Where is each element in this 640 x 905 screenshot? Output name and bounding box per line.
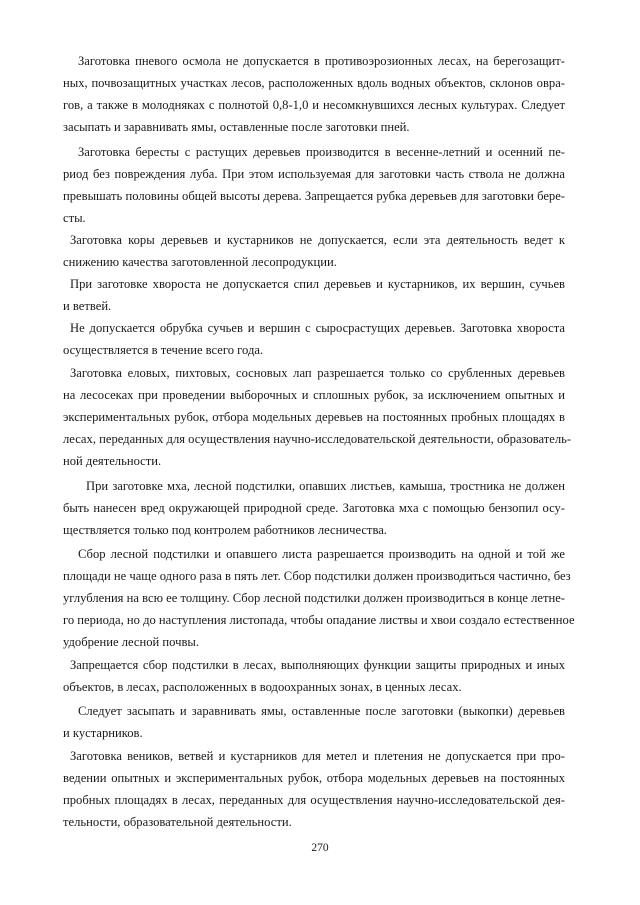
paragraph-3-line-1: Заготовка коры деревьев и кустарников не допускается, если эта деятельность ведет к	[70, 233, 565, 247]
paragraph-10-line-2: и кустарников.	[63, 726, 143, 740]
paragraph-9-line-1: Запрещается сбор подстилки в лесах, выполняющих функции защиты природных и иных	[70, 658, 565, 672]
paragraph-11-line-4: тельности, образовательной деятельности.	[63, 815, 292, 829]
paragraph-8-line-1: Сбор лесной подстилки и опавшего листа разрешается производить на одной и той же	[78, 547, 565, 561]
paragraph-3-line-2: снижению качества заготовленной лесопродукции.	[63, 255, 337, 269]
paragraph-4-line-1: При заготовке хвороста не допускается спил деревьев и кустарников, их вершин, сучьев	[70, 277, 565, 291]
paragraph-2-line-4: сты.	[63, 211, 86, 225]
paragraph-5-line-2: осуществляется в течение всего года.	[63, 343, 264, 357]
paragraph-11-line-3: пробных площадях в лесах, переданных для осуществления научно-исследовательской дея-	[63, 793, 565, 807]
paragraph-8-line-3: углубления на всю ее толщину. Сбор лесной подстилки должен производиться в конце летне-	[63, 591, 565, 605]
paragraph-2-line-1: Заготовка бересты с растущих деревьев производится в весенне-летний и осенний пе-	[78, 145, 565, 159]
paragraph-7-line-2: быть нанесен вред окружающей природной среде. Заготовка мха с помощью бензопил осу-	[63, 501, 565, 515]
paragraph-1-line-1: Заготовка пневого осмола не допускается в противоэрозионных лесах, на берегозащит-	[78, 54, 565, 68]
paragraph-8-line-4: го периода, но до наступления листопада, чтобы опадание листвы и хвои создало естественное	[63, 613, 575, 627]
paragraph-1-line-2: ных, почвозащитных участках лесов, расположенных вдоль водных объектов, склонов овра-	[63, 76, 565, 90]
paragraph-6-line-1: Заготовка еловых, пихтовых, сосновых лап разрешается только со срубленных деревьев	[70, 366, 565, 380]
page-number: 270	[311, 842, 329, 854]
paragraph-11-line-1: Заготовка веников, ветвей и кустарников для метел и плетения не допускается при про-	[70, 749, 565, 763]
paragraph-2-line-2: риод без повреждения луба. При этом используемая для заготовки часть ствола не должна	[63, 167, 565, 181]
paragraph-2-line-3: превышать половины общей высоты дерева. Запрещается рубка деревьев для заготовки бере-	[63, 189, 565, 203]
paragraph-6-line-4: лесах, переданных для осуществления научно-исследовательской деятельности, образователь-	[63, 432, 572, 446]
paragraph-8-line-2: площади не чаще одного раза в пять лет. Сбор подстилки должен производиться частично, без	[63, 569, 571, 583]
paragraph-6-line-5: ной деятельности.	[63, 454, 162, 468]
paragraph-1-line-3: гов, а также в молодняках с полнотой 0,8-1,0 и несомкнувшихся лесных культурах. Следует	[63, 98, 565, 112]
paragraph-6-line-2: на лесосеках при проведении выборочных и сплошных рубок, за исключением опытных и	[63, 388, 565, 402]
paragraph-9-line-2: объектов, в лесах, расположенных в водоохранных зонах, в ценных лесах.	[63, 680, 462, 694]
paragraph-7-line-3: ществляется только под контролем работников лесничества.	[63, 523, 387, 537]
paragraph-7-line-1: При заготовке мха, лесной подстилки, опавших листьев, камыша, тростника не должен	[86, 479, 565, 493]
paragraph-10-line-1: Следует засыпать и заравнивать ямы, оставленные после заготовки (выкопки) деревьев	[78, 704, 565, 718]
paragraph-8-line-5: удобрение лесной почвы.	[63, 635, 200, 649]
paragraph-6-line-3: экспериментальных рубок, отбора модельных деревьев на постоянных пробных площадях в	[63, 410, 565, 424]
paragraph-1-line-4: засыпать и заравнивать ямы, оставленные после заготовки пней.	[63, 120, 410, 134]
paragraph-5-line-1: Не допускается обрубка сучьев и вершин с сыросрастущих деревьев. Заготовка хвороста	[70, 321, 565, 335]
paragraph-11-line-2: ведении опытных и экспериментальных рубок, отбора модельных деревьев на постоянных	[63, 771, 565, 785]
paragraph-4-line-2: и ветвей.	[63, 299, 112, 313]
